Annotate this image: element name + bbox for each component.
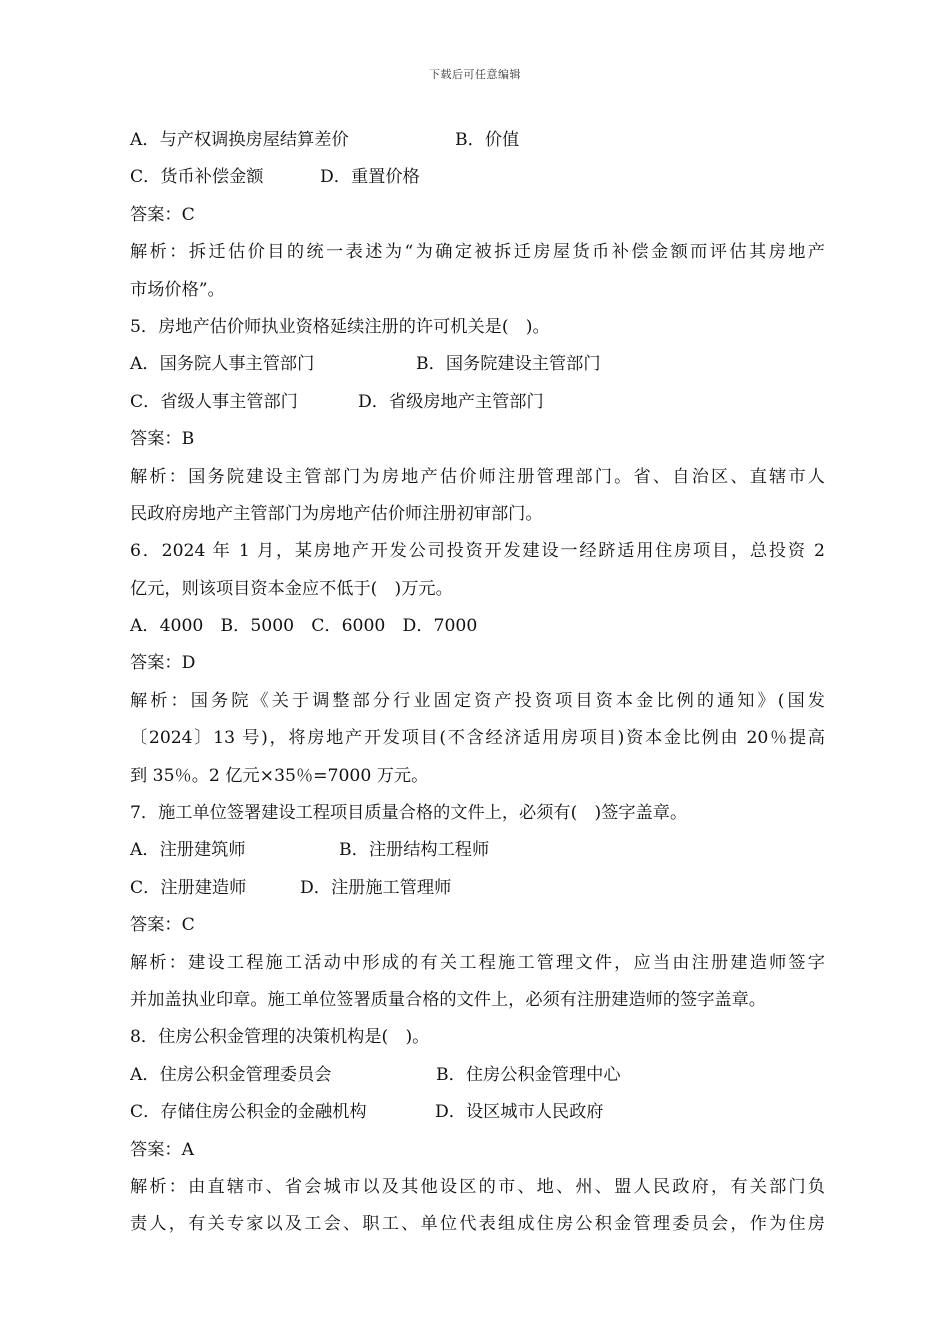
paragraph-line: 解析：建设工程施工活动中形成的有关工程施工管理文件，应当由注册建造师签字 <box>130 952 825 973</box>
paragraph-line: 解析：拆迁估价目的统一表述为“为确定被拆迁房屋货币补偿金额而评估其房地产 <box>130 242 825 263</box>
page-header: 下载后可任意编辑 <box>429 68 521 81</box>
option-item: C．货币补偿金额 <box>130 167 264 188</box>
paragraph-line: 6．2024 年 1 月，某房地产开发公司投资开发建设一经跻适用住房项目，总投资 2 <box>130 541 825 562</box>
option-item: C．存储住房公积金的金融机构 <box>130 1102 367 1123</box>
option-item: A．与产权调换房屋结算差价 <box>130 130 349 150</box>
text-line: 答案：A <box>130 1139 194 1160</box>
text-line: 8．住房公积金管理的决策机构是( )。 <box>130 1027 430 1048</box>
option-item: C．省级人事主管部门 <box>130 391 298 412</box>
paragraph-line: 解析：由直辖市、省会城市以及其他设区的市、地、州、盟人民政府，有关部门负 <box>130 1176 825 1197</box>
option-item: D．设区城市人民政府 <box>435 1102 604 1123</box>
option-item: C．注册建造师 <box>130 877 247 898</box>
option-row <box>130 832 825 869</box>
option-item: A．住房公积金管理委员会 <box>130 1064 332 1085</box>
option-item: D．注册施工管理师 <box>300 877 452 898</box>
option-item: B．住房公积金管理中心 <box>436 1064 621 1085</box>
text-line: 答案：B <box>130 429 195 450</box>
text-line: 民政府房地产主管部门为房地产估价师注册初审部门。 <box>130 503 543 524</box>
option-item: B．国务院建设主管部门 <box>416 354 601 375</box>
document-body <box>130 122 825 1244</box>
text-line: 市场价格”。 <box>130 279 225 300</box>
option-item: B．注册结构工程师 <box>339 840 490 861</box>
text-line: A．4000 B．5000 C．6000 D．7000 <box>130 616 478 637</box>
option-item: A．注册建筑师 <box>130 840 246 861</box>
text-line: 答案：C <box>130 915 195 936</box>
option-item: A．国务院人事主管部门 <box>130 354 315 375</box>
paragraph-line: 解析：国务院《关于调整部分行业固定资产投资项目资本金比例的通知》(国发 <box>130 690 825 711</box>
option-row <box>130 384 825 421</box>
option-row <box>130 122 825 159</box>
text-line: 到 35％。2 亿元×35％=7000 万元。 <box>130 765 429 786</box>
option-row <box>130 159 825 196</box>
text-line: 7．施工单位签署建设工程项目质量合格的文件上，必须有( )签字盖章。 <box>130 803 688 824</box>
option-item: D．重置价格 <box>320 167 420 188</box>
option-item: B．价值 <box>455 130 520 150</box>
paragraph-line: 责人，有关专家以及工会、职工、单位代表组成住房公积金管理委员会，作为住房 <box>130 1214 825 1235</box>
paragraph-line: 解析：国务院建设主管部门为房地产估价师注册管理部门。省、自治区、直辖市人 <box>130 466 825 487</box>
text-line: 并加盖执业印章。施工单位签署质量合格的文件上，必须有注册建造师的签字盖章。 <box>130 989 766 1010</box>
option-row <box>130 1057 825 1094</box>
text-line: 5．房地产估价师执业资格延续注册的许可机关是( )。 <box>130 316 550 337</box>
paragraph-line: 〔2024〕13 号)，将房地产开发项目(不含经济适用房项目)资本金比例由 20％提高 <box>130 728 825 749</box>
option-row <box>130 346 825 383</box>
text-line: 答案：C <box>130 204 195 225</box>
option-item: D．省级房地产主管部门 <box>358 391 544 412</box>
option-row <box>130 870 825 907</box>
option-row <box>130 1094 825 1131</box>
text-line: 亿元，则该项目资本金应不低于( )万元。 <box>130 578 453 599</box>
text-line: 答案：D <box>130 653 196 674</box>
